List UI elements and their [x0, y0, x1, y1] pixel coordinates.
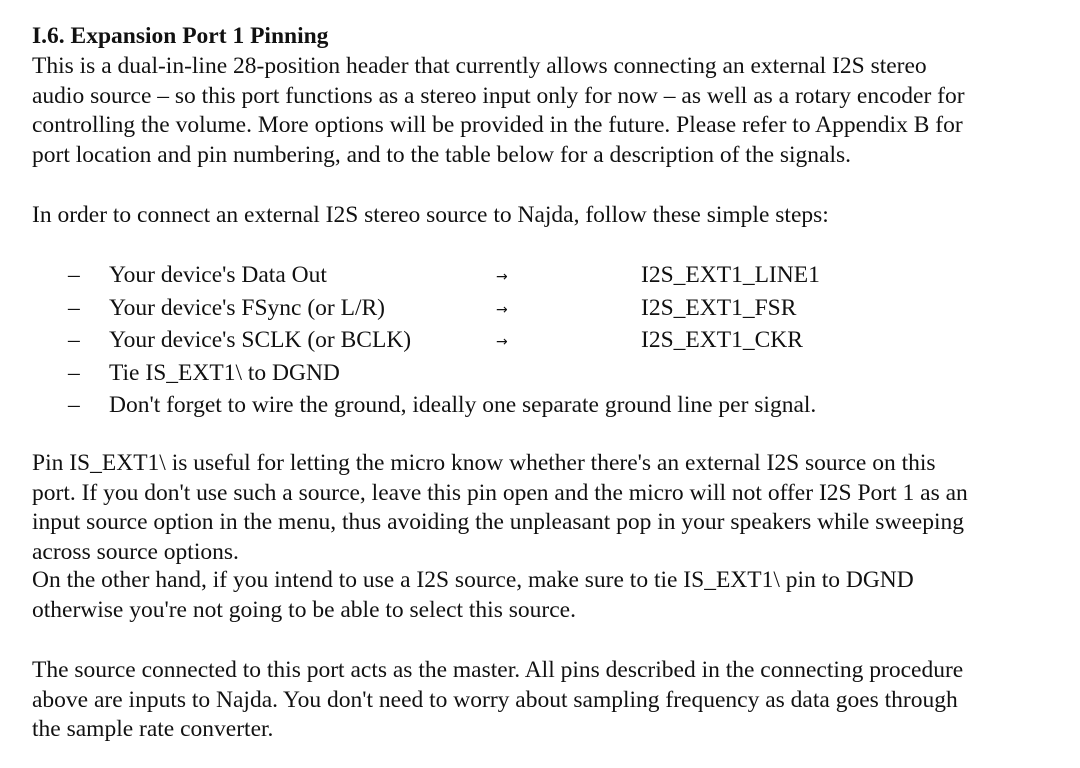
pin-note-line: Pin IS_EXT1\ is useful for letting the micro know whether there's an external I2S source on this — [32, 450, 936, 476]
other-hand-line: On the other hand, if you intend to use a I2S source, make sure to tie IS_EXT1\ pin to DGND — [32, 567, 914, 593]
steps-intro-paragraph — [32, 201, 1062, 231]
intro-line: port location and pin numbering, and to the table below for a description of the signals. — [32, 141, 852, 168]
other-hand-paragraph — [32, 566, 1062, 625]
section-title: I.6. Expansion Port 1 Pinning — [32, 23, 329, 49]
step-text: Tie IS_EXT1\ to DGND — [109, 359, 340, 386]
signal-name: I2S_EXT1_FSR — [641, 294, 797, 321]
other-hand-line: otherwise you're not going to be able to select this source. — [32, 596, 576, 623]
dash-bullet: – — [68, 294, 80, 321]
step-item — [0, 391, 1080, 424]
pin-note-line: port. If you don't use such a source, leave this pin open and the micro will not offer I2S Port 1 as an — [32, 479, 968, 506]
steps-intro-line: In order to connect an external I2S stereo source to Najda, follow these simple steps: — [32, 202, 829, 228]
master-note-line: The source connected to this port acts as the master. All pins described in the connecting procedure — [32, 657, 964, 683]
step-text: Don't forget to wire the ground, ideally one separate ground line per signal. — [109, 392, 817, 418]
step-item — [0, 359, 1080, 392]
pin-note-line: across source options. — [32, 538, 239, 565]
right-arrow-icon: → — [496, 334, 508, 350]
pin-note-line: input source option in the menu, thus avoiding the unpleasant pop in your speakers while sweeping — [32, 509, 964, 535]
step-text: Your device's Data Out — [109, 262, 327, 288]
right-arrow-icon: → — [496, 269, 508, 285]
step-item — [0, 294, 1080, 327]
intro-line: controlling the volume. More options will be provided in the future. Please refer to Appendix B for — [32, 112, 963, 138]
step-item — [0, 261, 1080, 294]
dash-bullet: – — [68, 359, 80, 386]
dash-bullet: – — [68, 327, 80, 353]
intro-line: This is a dual-in-line 28-position header that currently allows connecting an external I2S stereo — [32, 53, 927, 79]
intro-line: audio source – so this port functions as a stereo input only for now – as well as a rotary encoder for — [32, 82, 965, 109]
dash-bullet: – — [68, 392, 80, 418]
master-note-line: above are inputs to Najda. You don't need to worry about sampling frequency as data goes through — [32, 686, 958, 713]
intro-paragraph — [32, 52, 1062, 170]
steps-list — [0, 261, 1080, 424]
step-item — [0, 326, 1080, 359]
dash-bullet: – — [68, 262, 80, 288]
master-note-line: the sample rate converter. — [32, 716, 274, 742]
pin-note-paragraph — [32, 449, 1062, 567]
right-arrow-icon: → — [496, 301, 508, 318]
step-text: Your device's SCLK (or BCLK) — [109, 327, 412, 353]
step-text: Your device's FSync (or L/R) — [109, 294, 385, 321]
master-note-paragraph — [32, 656, 1062, 745]
signal-name: I2S_EXT1_LINE1 — [641, 262, 820, 288]
signal-name: I2S_EXT1_CKR — [641, 327, 803, 353]
